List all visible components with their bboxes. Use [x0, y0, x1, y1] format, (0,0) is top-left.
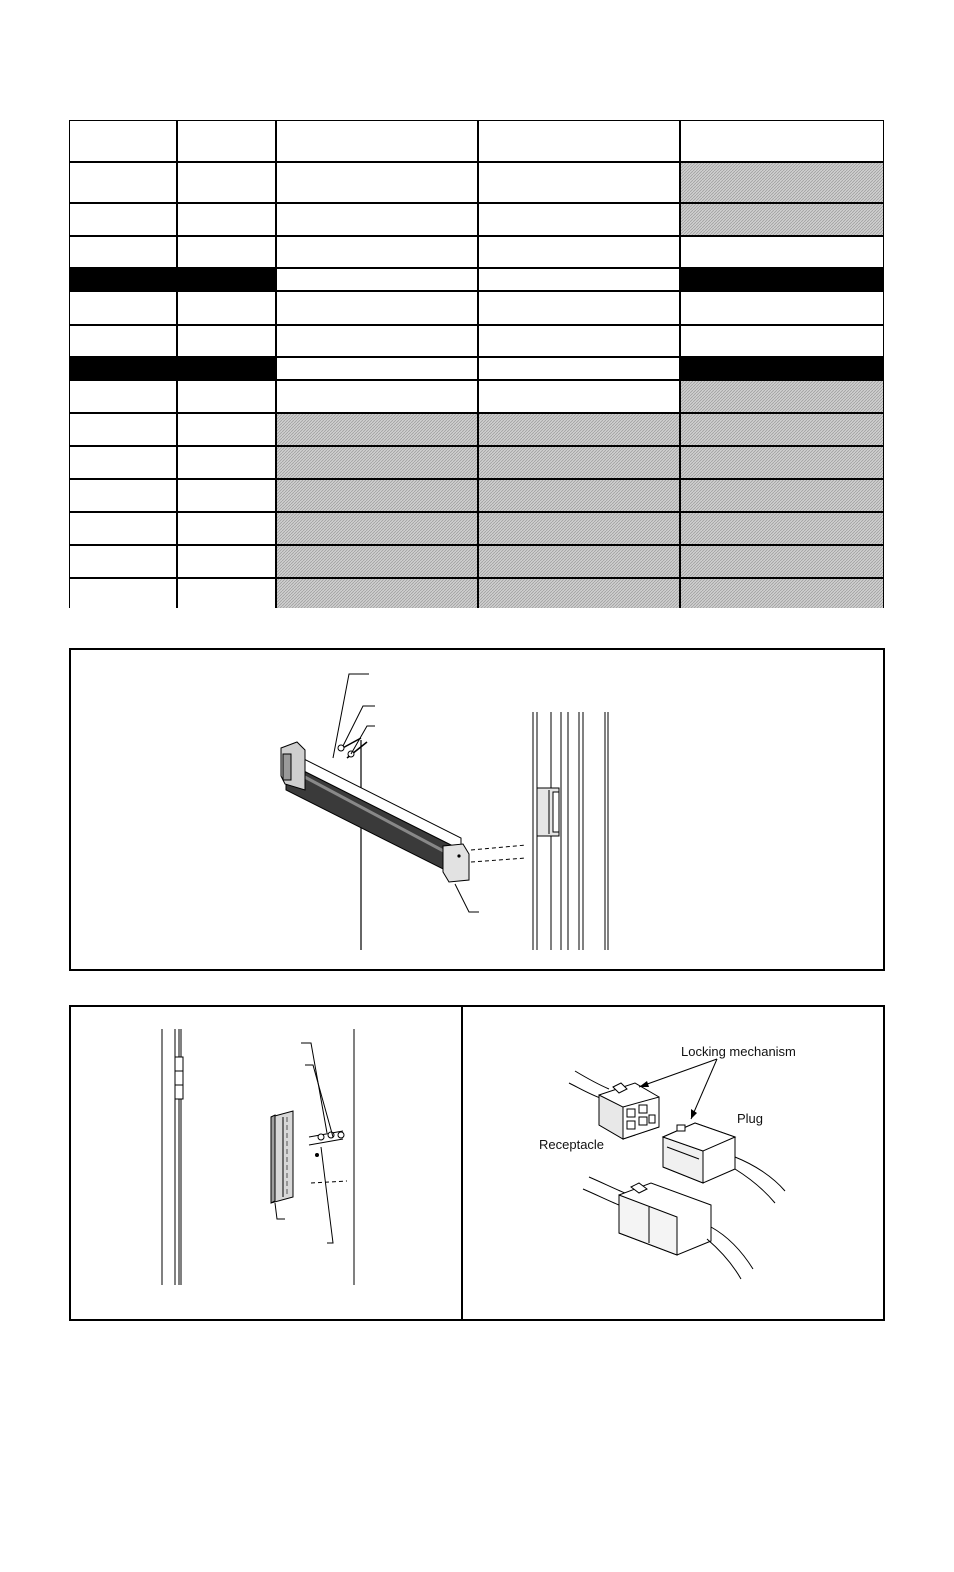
table-row — [69, 325, 884, 357]
table-cell — [276, 162, 478, 203]
table-cell — [478, 120, 680, 162]
table-cell — [69, 479, 177, 512]
table-cell — [69, 325, 177, 357]
table-cell — [69, 380, 177, 413]
table-cell — [680, 236, 884, 268]
table-cell — [680, 268, 884, 291]
table-cell — [177, 380, 276, 413]
table-row — [69, 380, 884, 413]
table-row — [69, 162, 884, 203]
table-row — [69, 413, 884, 446]
table-cell — [276, 325, 478, 357]
table-cell — [177, 512, 276, 545]
table-row — [69, 479, 884, 512]
table-cell — [680, 291, 884, 325]
table-row — [69, 545, 884, 578]
table-cell — [478, 291, 680, 325]
table-cell — [276, 380, 478, 413]
table-cell — [680, 162, 884, 203]
table-cell — [478, 512, 680, 545]
table-cell — [478, 479, 680, 512]
table-cell — [177, 203, 276, 236]
table-cell — [478, 545, 680, 578]
table-cell — [69, 203, 177, 236]
table-row — [69, 578, 884, 608]
table-cell — [680, 578, 884, 608]
table-cell — [177, 120, 276, 162]
table-cell — [177, 325, 276, 357]
table-row — [69, 268, 884, 291]
table-cell — [680, 120, 884, 162]
table-cell — [478, 268, 680, 291]
bottom-figure-panel — [69, 1005, 885, 1321]
table-row — [69, 236, 884, 268]
table-cell — [478, 413, 680, 446]
label-plug: Plug — [737, 1111, 764, 1126]
table-cell — [680, 479, 884, 512]
table-cell — [69, 291, 177, 325]
table-cell — [276, 268, 478, 291]
table-cell — [276, 203, 478, 236]
data-table — [69, 120, 884, 608]
table-row — [69, 203, 884, 236]
strike-mount-illustration — [71, 1007, 461, 1319]
table-cell — [177, 413, 276, 446]
label-locking-mechanism: Locking mechanism — [681, 1044, 796, 1059]
connector-illustration — [463, 1007, 883, 1319]
table-cell — [478, 162, 680, 203]
table-cell — [69, 162, 177, 203]
table-cell — [276, 545, 478, 578]
table-cell — [680, 380, 884, 413]
table-cell — [276, 291, 478, 325]
table-cell — [69, 236, 177, 268]
table-grid — [69, 120, 884, 608]
table-cell — [478, 446, 680, 479]
label-receptacle: Receptacle — [539, 1137, 605, 1152]
table-cell — [69, 578, 177, 608]
table-cell — [680, 446, 884, 479]
table-cell — [680, 357, 884, 380]
table-cell — [680, 413, 884, 446]
table-cell — [177, 291, 276, 325]
table-row — [69, 357, 884, 380]
table-row — [69, 291, 884, 325]
table-cell — [680, 512, 884, 545]
table-cell — [276, 479, 478, 512]
table-cell — [276, 512, 478, 545]
exit-bar-illustration — [71, 650, 883, 969]
table-cell — [69, 512, 177, 545]
table-cell — [69, 413, 177, 446]
table-cell — [276, 413, 478, 446]
table-cell — [680, 203, 884, 236]
table-cell — [177, 545, 276, 578]
table-cell — [177, 479, 276, 512]
table-row — [69, 446, 884, 479]
table-cell — [276, 236, 478, 268]
table-cell — [69, 545, 177, 578]
table-cell — [680, 545, 884, 578]
table-row — [69, 512, 884, 545]
table-cell — [177, 268, 276, 291]
table-cell — [478, 578, 680, 608]
table-cell — [276, 578, 478, 608]
table-cell — [478, 380, 680, 413]
table-cell — [177, 578, 276, 608]
table-cell — [69, 120, 177, 162]
table-cell — [276, 120, 478, 162]
table-cell — [177, 446, 276, 479]
table-cell — [478, 357, 680, 380]
table-cell — [177, 162, 276, 203]
table-cell — [69, 357, 177, 380]
table-cell — [680, 325, 884, 357]
exit-bar-figure — [69, 648, 885, 971]
table-cell — [177, 357, 276, 380]
table-row — [69, 120, 884, 162]
table-cell — [177, 236, 276, 268]
table-cell — [69, 268, 177, 291]
table-cell — [478, 325, 680, 357]
table-cell — [69, 446, 177, 479]
table-cell — [276, 357, 478, 380]
table-cell — [478, 203, 680, 236]
table-cell — [276, 446, 478, 479]
table-cell — [478, 236, 680, 268]
